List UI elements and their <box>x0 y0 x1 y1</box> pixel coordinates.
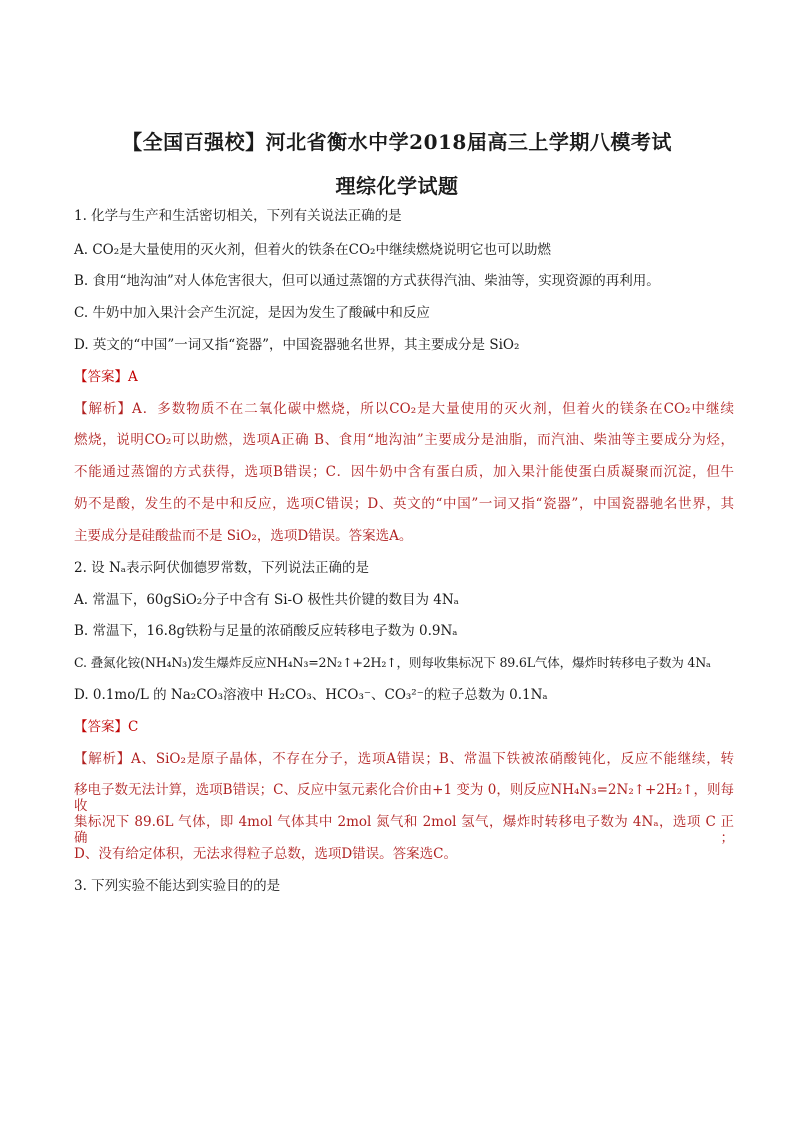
q2-analysis-line: D、没有给定体积，无法求得粒子总数，选项D错误。答案选C。 <box>74 846 457 862</box>
q2-option-a: A. 常温下，60gSiO₂分子中含有 Si-O 极性共价键的数目为 4Nₐ <box>74 592 459 608</box>
q1-analysis-line: 不能通过蒸馏的方式获得，选项B错误；C．因牛奶中含有蛋白质，加入果汁能使蛋白质凝聚而沉淀，但牛 <box>74 464 734 480</box>
q1-option-a: A. CO₂是大量使用的灭火剂，但着火的铁条在CO₂中继续燃烧说明它也可以助燃 <box>74 242 551 258</box>
q1-analysis-line: 【解析】A．多数物质不在二氧化碳中燃烧，所以CO₂是大量使用的灭火剂，但着火的镁条在CO₂中继续 <box>74 401 734 417</box>
q2-option-b: B. 常温下，16.8g铁粉与足量的浓硝酸反应转移电子数为 0.9Nₐ <box>74 623 458 639</box>
q2-option-c: C. 叠氮化铵(NH₄N₃)发生爆炸反应NH₄N₃=2N₂↑+2H₂↑，则每收集标况下 89.6L气体，爆炸时转移电子数为 4Nₐ <box>74 655 711 670</box>
q2-stem: 2. 设 Nₐ表示阿伏伽德罗常数，下列说法正确的是 <box>74 560 369 576</box>
q2-option-d: D. 0.1mo/L 的 Na₂CO₃溶液中 H₂CO₃、HCO₃⁻、CO₃²⁻的粒子总数为 0.1Nₐ <box>74 687 548 703</box>
q2-answer: 【答案】C <box>74 719 139 735</box>
q2-analysis-line: 移电子数无法计算，选项B错误；C、反应中氢元素化合价由+1 变为 0，则反应NH₄N₃=2N₂↑+2H₂↑，则每收 <box>74 782 734 814</box>
q1-analysis-line: 主要成分是硅酸盐而不是 SiO₂，选项D错误。答案选A。 <box>74 528 413 544</box>
q1-option-b: B. 食用“地沟油”对人体危害很大，但可以通过蒸馏的方式获得汽油、柴油等，实现资源的再利用。 <box>74 273 660 289</box>
q1-answer: 【答案】A <box>74 369 138 385</box>
q1-analysis-line: 奶不是酸，发生的不是中和反应，选项C错误；D、英文的“中国”一词又指“瓷器”，中国瓷器驰名世界，其 <box>74 496 734 512</box>
q1-stem: 1. 化学与生产和生活密切相关，下列有关说法正确的是 <box>74 208 402 224</box>
q1-option-d: D. 英文的“中国”一词又指“瓷器”，中国瓷器驰名世界，其主要成分是 SiO₂ <box>74 337 520 353</box>
document-subtitle: 理综化学试题 <box>335 174 459 198</box>
q2-analysis-line: 【解析】A、SiO₂是原子晶体，不存在分子，选项A错误；B、常温下铁被浓硝酸钝化，反应不能继续，转 <box>74 751 734 767</box>
q2-analysis-line: 集标况下 89.6L 气体，即 4mol 气体其中 2mol 氮气和 2mol 氢气，爆炸时转移电子数为 4Nₐ，选项 C 正确； <box>74 814 734 846</box>
q1-analysis-line: 燃烧，说明CO₂可以助燃，选项A正确 B、食用“地沟油”主要成分是油脂，而汽油、柴油等主要成分为烃， <box>74 432 734 448</box>
q3-stem: 3. 下列实验不能达到实验目的的是 <box>74 878 281 894</box>
document-title: 【全国百强校】河北省衡水中学2018届高三上学期八模考试 <box>122 130 672 154</box>
q1-option-c: C. 牛奶中加入果汁会产生沉淀，是因为发生了酸碱中和反应 <box>74 305 430 321</box>
